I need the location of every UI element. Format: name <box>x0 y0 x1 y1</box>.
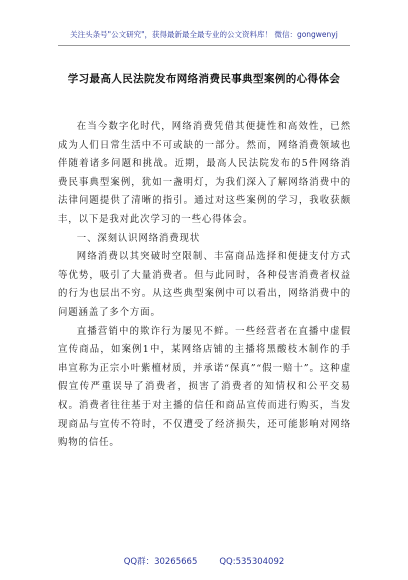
document-title: 学习最高人民法院发布网络消费民事典型案例的心得体会 <box>67 73 341 85</box>
qq-group-text: QQ群：30265665 <box>123 557 198 567</box>
qq-text: QQ:535304092 <box>219 557 285 567</box>
paragraph-status: 网络消费以其突破时空限制、丰富商品选择和便捷支付方式等优势，吸引了大量消费者。但与此同时，各种侵害消费者权益的行为也层出不穷。从这些典型案例中可以看出，网络消费中的问题涵盖了多个方面。 <box>58 251 351 318</box>
header-note: 关注头条号"公文研究"，获得最新最全最专业的公文资料库！ 微信：gongwenyj <box>70 30 338 39</box>
header-divider <box>58 45 350 46</box>
section-heading: 一、深刻认识网络消费现状 <box>76 232 201 244</box>
paragraph-livestream-fraud: 直播营销中的欺诈行为屡见不鲜。一些经营者在直播中虚假宣传商品，如案例1中，某网络店铺的主播将黑酸枝木制作的手串宣称为正宗小叶紫檀材质，并承诺“保真”“假一赔十”。这种虚假宣传严重误导了消费者，损害了消费者的知情权和公平交易权。消费者往往基于对主播的信任和商品宣传而进行购买，当发现商品与宣传不符时，不仅遭受了经济损失，还可能影响对网络购物的信任。 <box>58 325 351 449</box>
document-body <box>58 118 351 453</box>
footer-contact <box>0 555 408 567</box>
paragraph-intro: 在当今数字化时代，网络消费凭借其便捷性和高效性，已然成为人们日常生活中不可或缺的一部分。然而，网络消费领域也伴随着诸多问题和挑战。近期，最高人民法院发布的5件网络消费民事典型案例，犹如一盏明灯，为我们深入了解网络消费中的法律问题提供了清晰的指引。通过对这些案例的学习，我收获颇丰，以下是我对此次学习的一些心得体会。 <box>58 121 351 225</box>
